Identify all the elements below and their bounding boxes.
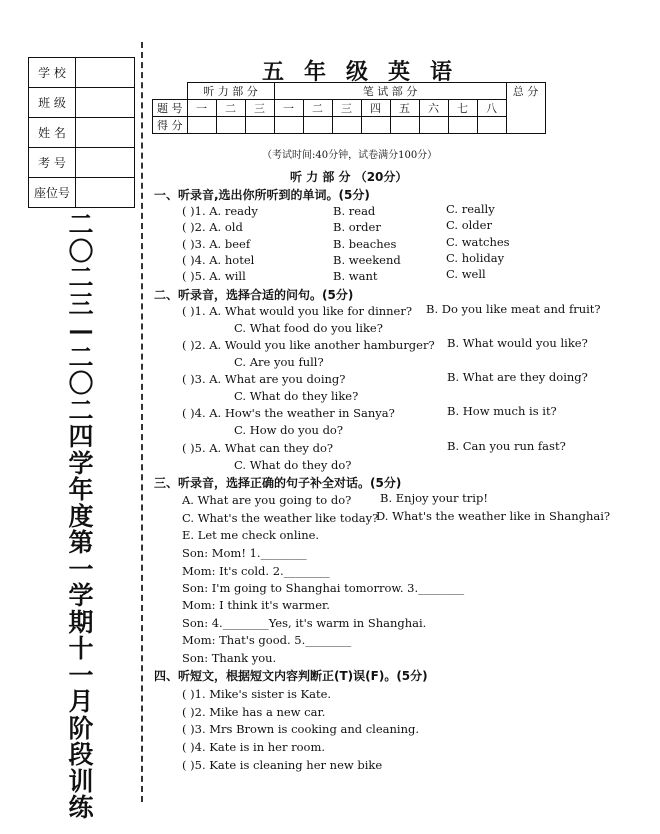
s2-item-c: C. Are you full? bbox=[234, 355, 324, 369]
vertical-title-char: 一 bbox=[68, 554, 94, 584]
vertical-title-char: 段 bbox=[68, 740, 94, 769]
s3-option-c: C. What's the weather like today? bbox=[182, 511, 379, 525]
s2-item-c: C. What do they do? bbox=[234, 458, 352, 472]
s3-option-a: A. What are you going to do? bbox=[182, 493, 352, 507]
s2-item-c: C. What do they like? bbox=[234, 389, 359, 403]
section4-heading: 四、听短文，根据短文内容判断正(T)误(F)。(5分) bbox=[154, 669, 428, 683]
vertical-title-char: 〇 bbox=[68, 236, 94, 266]
s2-item-c: C. What food do you like? bbox=[234, 321, 383, 335]
s2-item-b: B. What are they doing? bbox=[447, 370, 588, 384]
s1-item-a: ( )4. A. hotel bbox=[182, 253, 255, 267]
vertical-title-char: 二 bbox=[68, 395, 94, 425]
info-label-id: 考 号 bbox=[29, 148, 76, 178]
s1-item-c: C. well bbox=[446, 267, 486, 281]
col-num: 八 bbox=[477, 100, 506, 117]
score-cell[interactable] bbox=[477, 117, 506, 134]
s3-option-e: E. Let me check online. bbox=[182, 528, 320, 542]
s4-item: ( )1. Mike's sister is Kate. bbox=[182, 687, 332, 701]
s1-item-b: B. read bbox=[333, 204, 376, 218]
s3-dialog-line: Son: Mom! 1.________ bbox=[182, 546, 307, 560]
col-num: 二 bbox=[216, 100, 245, 117]
vertical-title-char: 二 bbox=[68, 210, 94, 239]
page-title: 五年级英语 bbox=[262, 60, 473, 85]
s1-item-c: C. really bbox=[446, 202, 495, 216]
s4-item: ( )5. Kate is cleaning her new bike bbox=[182, 758, 383, 772]
score-cell[interactable] bbox=[303, 117, 332, 134]
s2-item-a: ( )3. A. What are you doing? bbox=[182, 372, 346, 386]
s4-item: ( )4. Kate is in her room. bbox=[182, 740, 326, 754]
s1-item-b: B. want bbox=[333, 269, 378, 283]
info-field-school[interactable] bbox=[76, 58, 135, 88]
vertical-title-char: 〇 bbox=[68, 369, 94, 398]
s2-item-b: B. How much is it? bbox=[447, 404, 557, 418]
total-header: 总 分 bbox=[506, 83, 545, 134]
info-field-seat[interactable] bbox=[76, 178, 135, 208]
written-header: 笔 试 部 分 bbox=[274, 83, 506, 100]
section2-heading: 二、听录音，选择合适的问句。(5分) bbox=[154, 288, 354, 302]
section3-heading: 三、听录音，选择正确的句子补全对话。(5分) bbox=[154, 476, 402, 490]
binding-divider bbox=[141, 42, 143, 802]
student-info-table bbox=[28, 57, 135, 208]
vertical-title-char: 阶 bbox=[68, 713, 94, 743]
score-cell[interactable] bbox=[245, 117, 274, 134]
vertical-title-char: 月 bbox=[68, 687, 94, 716]
s3-option-d: D. What's the weather like in Shanghai? bbox=[376, 509, 611, 523]
score-table bbox=[152, 82, 546, 134]
s2-item-b: B. Do you like meat and fruit? bbox=[426, 302, 601, 316]
info-field-name[interactable] bbox=[76, 118, 135, 148]
vertical-term-title bbox=[62, 212, 100, 822]
col-num: 四 bbox=[361, 100, 390, 117]
s2-item-a: ( )1. A. What would you like for dinner? bbox=[182, 304, 413, 318]
col-num: 七 bbox=[448, 100, 477, 117]
vertical-title-char: 第 bbox=[68, 528, 94, 557]
info-label-seat: 座位号 bbox=[29, 178, 76, 208]
col-num: 五 bbox=[390, 100, 419, 117]
vertical-title-char: 二 bbox=[68, 342, 94, 372]
s1-item-b: B. order bbox=[333, 220, 381, 234]
row-label-number: 题 号 bbox=[153, 100, 188, 117]
s3-dialog-line: Son: I'm going to Shanghai tomorrow. 3.________ bbox=[182, 581, 465, 595]
col-num: 二 bbox=[303, 100, 332, 117]
score-cell[interactable] bbox=[419, 117, 448, 134]
s3-dialog-line: Son: Thank you. bbox=[182, 651, 277, 665]
s2-item-b: B. Can you run fast? bbox=[447, 439, 566, 453]
score-cell[interactable] bbox=[274, 117, 303, 134]
s4-item: ( )2. Mike has a new car. bbox=[182, 705, 326, 719]
col-num: 六 bbox=[419, 100, 448, 117]
vertical-title-char: 三 bbox=[68, 289, 94, 319]
col-num: 三 bbox=[332, 100, 361, 117]
vertical-title-char: 度 bbox=[68, 501, 94, 531]
listening-header: 听 力 部 分 bbox=[187, 83, 274, 100]
score-cell[interactable] bbox=[448, 117, 477, 134]
vertical-title-char: 学 bbox=[68, 581, 94, 610]
s1-item-c: C. older bbox=[446, 218, 492, 232]
score-cell[interactable] bbox=[390, 117, 419, 134]
score-cell[interactable] bbox=[216, 117, 245, 134]
score-cell[interactable] bbox=[361, 117, 390, 134]
vertical-title-char: 练 bbox=[68, 793, 94, 822]
vertical-title-char: 二 bbox=[68, 263, 94, 292]
vertical-title-char: 十 bbox=[68, 634, 94, 663]
vertical-title-char: 四 bbox=[68, 422, 94, 451]
vertical-title-char: 年 bbox=[68, 475, 94, 504]
col-num: 三 bbox=[245, 100, 274, 117]
score-cell[interactable] bbox=[332, 117, 361, 134]
col-num: 一 bbox=[274, 100, 303, 117]
exam-note: （考试时间:40分钟，试卷满分100分） bbox=[262, 150, 438, 161]
col-num: 一 bbox=[187, 100, 216, 117]
s1-item-a: ( )2. A. old bbox=[182, 220, 243, 234]
s1-item-a: ( )1. A. ready bbox=[182, 204, 258, 218]
info-label-name: 姓 名 bbox=[29, 118, 76, 148]
vertical-title-char: — bbox=[68, 316, 94, 345]
s3-dialog-line: Mom: That's good. 5.________ bbox=[182, 633, 352, 647]
s2-item-c: C. How do you do? bbox=[234, 423, 344, 437]
s3-dialog-line: Mom: I think it's warmer. bbox=[182, 598, 330, 612]
vertical-title-char: 一 bbox=[68, 660, 94, 690]
s1-item-c: C. holiday bbox=[446, 251, 505, 265]
s3-dialog-line: Mom: It's cold. 2.________ bbox=[182, 564, 330, 578]
s1-item-a: ( )3. A. beef bbox=[182, 237, 251, 251]
s2-item-a: ( )5. A. What can they do? bbox=[182, 441, 334, 455]
row-label-score: 得 分 bbox=[153, 117, 188, 134]
s3-dialog-line: Son: 4.________Yes, it's warm in Shanghai. bbox=[182, 616, 427, 630]
s2-item-a: ( )2. A. Would you like another hamburger? bbox=[182, 338, 435, 352]
section1-heading: 一、听录音,选出你所听到的单词。(5分) bbox=[154, 188, 370, 202]
score-cell[interactable] bbox=[187, 117, 216, 134]
s2-item-a: ( )4. A. How's the weather in Sanya? bbox=[182, 406, 395, 420]
vertical-title-char: 学 bbox=[68, 448, 94, 478]
s1-item-a: ( )5. A. will bbox=[182, 269, 246, 283]
vertical-title-char: 训 bbox=[68, 766, 94, 796]
s2-item-b: B. What would you like? bbox=[447, 336, 588, 350]
s1-item-b: B. weekend bbox=[333, 253, 401, 267]
s1-item-b: B. beaches bbox=[333, 237, 397, 251]
info-label-school: 学 校 bbox=[29, 58, 76, 88]
s4-item: ( )3. Mrs Brown is cooking and cleaning. bbox=[182, 722, 420, 736]
s1-item-c: C. watches bbox=[446, 235, 510, 249]
info-field-class[interactable] bbox=[76, 88, 135, 118]
info-label-class: 班 级 bbox=[29, 88, 76, 118]
vertical-title-char: 期 bbox=[68, 607, 94, 637]
s3-option-b: B. Enjoy your trip! bbox=[380, 491, 488, 505]
info-field-id[interactable] bbox=[76, 148, 135, 178]
listening-title: 听 力 部 分 （20分） bbox=[290, 170, 408, 184]
